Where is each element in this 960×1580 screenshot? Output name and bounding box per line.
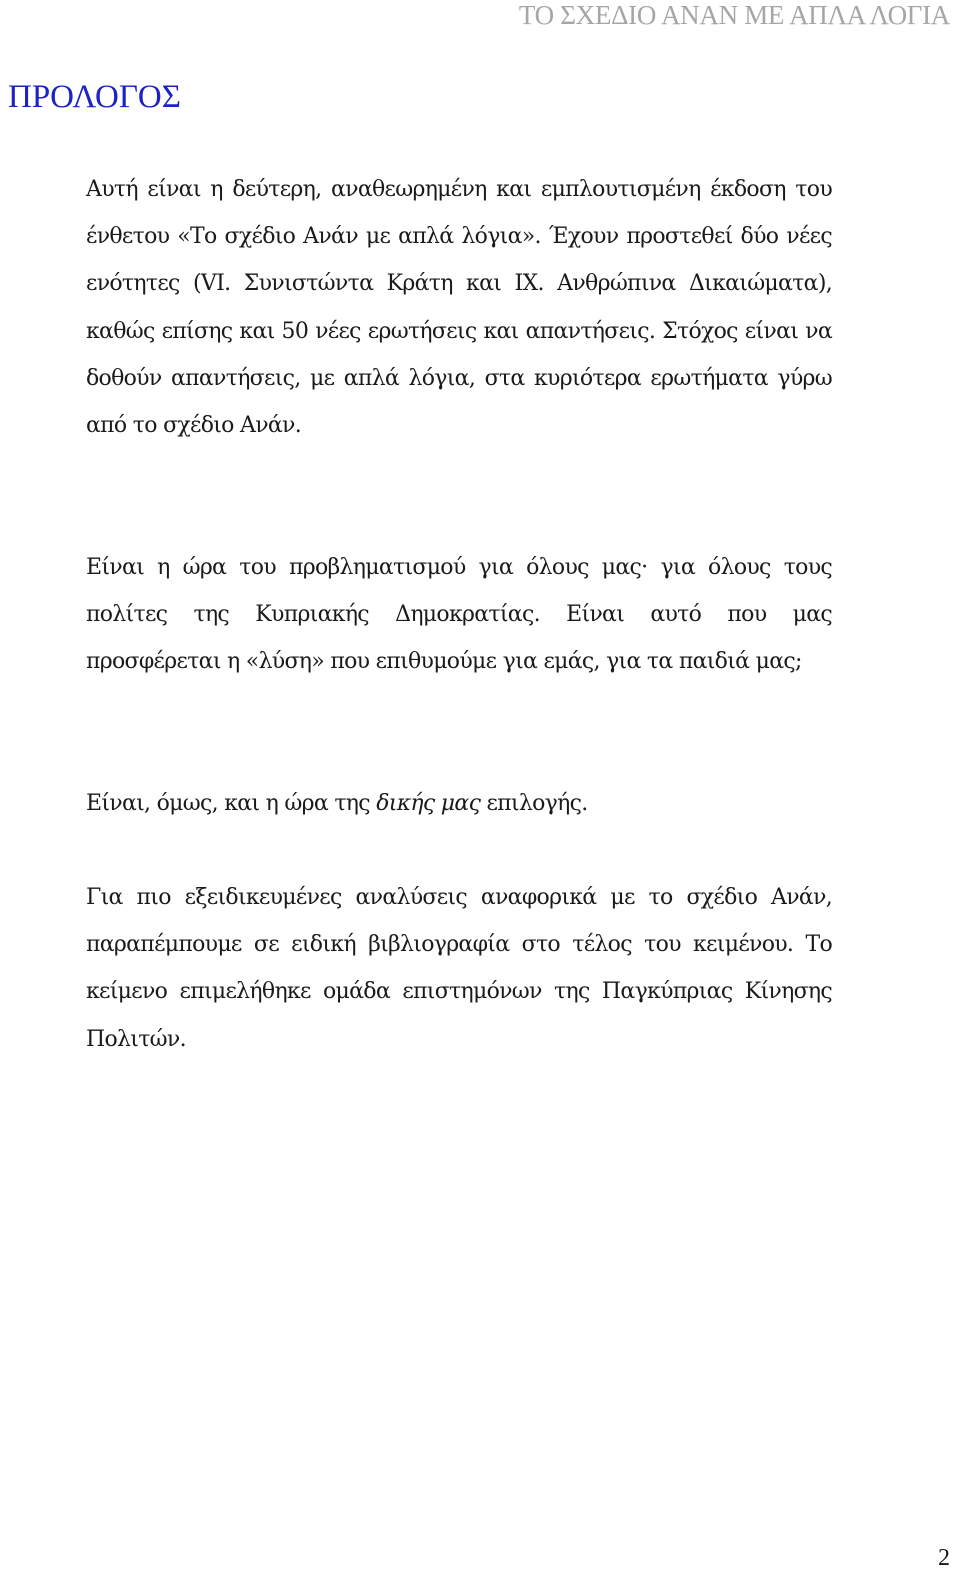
paragraph-choice-lead: Είναι, όμως, και η ώρα της xyxy=(86,791,377,816)
section-title: ΠΡΟΛΟΓΟΣ xyxy=(8,79,181,115)
running-header: ΤΟ ΣΧΕΔΙΟ ΑΝΑΝ ΜΕ ΑΠΛΑ ΛΟΓΙΑ xyxy=(518,0,950,30)
paragraph-choice-emphasis: δικής μας xyxy=(376,791,481,816)
page-number: 2 xyxy=(938,1545,950,1571)
paragraph-choice xyxy=(86,780,832,827)
paragraph-reflection: Είναι η ώρα του προβληματισμού για όλους μας· για όλους τους πολίτες της Κυπριακής Δημοκρατίας. Είναι αυτό που μας προσφέρεται η «λύση» που επιθυμούμε για εμάς, για τα παιδιά μας; xyxy=(86,555,832,675)
paragraph-references: Για πιο εξειδικευμένες αναλύσεις αναφορικά με το σχέδιο Ανάν, παραπέμπουμε σε ειδική βιβλιογραφία στο τέλος του κειμένου. Το κείμενο επιμελήθηκε ομάδα επιστημόνων της Παγκύπριας Κίνησης Πολιτών. xyxy=(86,885,832,1052)
paragraph-intro: Αυτή είναι η δεύτερη, αναθεωρημένη και εμπλουτισμένη έκδοση του ένθετου «Το σχέδιο Ανάν με απλά λόγια». Έχουν προστεθεί δύο νέες ενότητες (VI. Συνιστώντα Κράτη και IX. Ανθρώπινα Δικαιώματα), καθώς επίσης και 50 νέες ερωτήσεις και απαντήσεις. Στόχος είναι να δοθούν απαντήσεις, με απλά λόγια, στα κυριότερα ερωτήματα γύρω από το σχέδιο Ανάν. xyxy=(86,177,832,439)
paragraph-choice-tail: επιλογής. xyxy=(480,791,588,816)
